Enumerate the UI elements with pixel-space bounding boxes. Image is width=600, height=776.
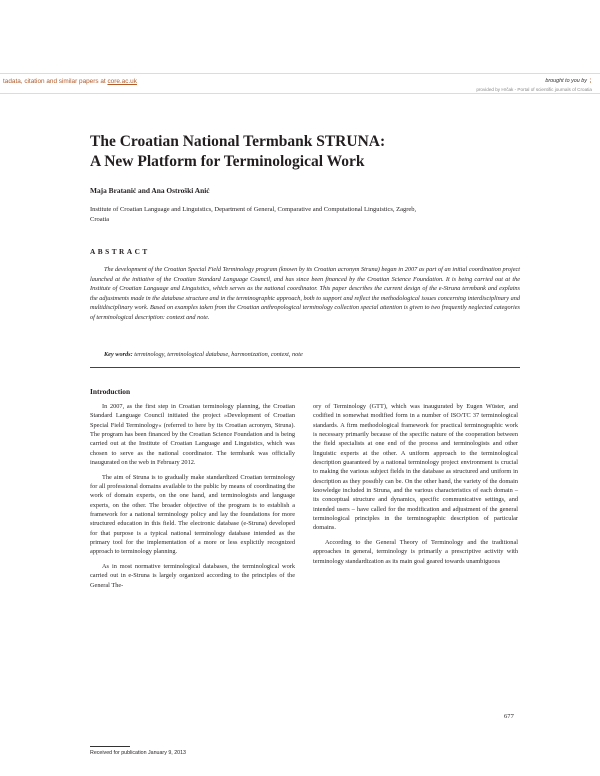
section-heading: Introduction	[90, 387, 131, 396]
title-line-2: A New Platform for Terminological Work	[90, 152, 365, 170]
core-brought-by: brought to you by ⁏	[545, 77, 592, 84]
paragraph: The aim of Struna is to gradually make standardized Croatian terminology for all professional domains available to the public by means of coordinating the work of domain experts, on the one hand, and terminologists and language experts, on the other. The broader objective of the program is to establish a framework for a national terminology policy and lay the foundations for more structured education in this field. The electronic database (e-Struna) developed for that purpose is a typical national terminology database intended as the primary tool for the implementation of a more or less explicitly recognized approach to terminology planning.	[90, 473, 295, 556]
abstract-heading: ABSTRACT	[90, 247, 150, 256]
article-title	[90, 132, 560, 171]
paragraph: In 2007, as the first step in Croatian terminology planning, the Croatian Standard Language Council initiated the project »Development of Croatian Special Field Terminology« (referred to here by its Croatian acronym, Struna). The program has been financed by the Croatian Science Foundation and is being carried out at the Institute of Croatian Language and Linguistics, which was chosen to serve as the national coordinator. The termbank was officially inaugurated on the web in February 2012.	[90, 403, 295, 466]
core-link[interactable]: core.ac.uk	[107, 78, 137, 85]
page-number: 677	[504, 713, 514, 720]
banner-bottom-rule	[0, 93, 600, 94]
footnote: Received for publication January 9, 2013	[90, 750, 186, 756]
paragraph: According to the General Theory of Terminology and the traditional approaches in general, terminology is primarily a prescriptive activity with terminology standardization as its main goal geared towards unambiguous	[313, 538, 518, 565]
core-logo-icon: ⁏	[589, 77, 592, 84]
keywords-list: terminology, terminological database, harmonization, context, note	[132, 351, 303, 358]
paragraph: As in most normative terminological databases, the terminological work carried out in e-Struna is largely organized according to the principles of the General The-	[90, 562, 295, 589]
right-column	[313, 402, 518, 571]
footnote-rule	[90, 746, 130, 747]
core-provider-text: provided by Hrčak - Portal of scientific journals of Croatia	[476, 87, 592, 92]
core-banner	[0, 73, 600, 95]
keywords-label: Key words:	[104, 351, 133, 358]
banner-top-rule	[0, 73, 600, 74]
title-line-1: The Croatian National Termbank STRUNA:	[90, 133, 386, 150]
core-citation-text: tadata, citation and similar papers at core.ac.uk	[3, 78, 137, 85]
abstract-divider	[90, 367, 520, 368]
affiliation: Institute of Croatian Language and Linguistics, Department of General, Comparative and Computational Linguistics, Zagreb, Croatia	[90, 206, 417, 223]
left-column	[90, 402, 295, 595]
keywords	[104, 351, 524, 358]
abstract-text: The development of the Croatian Special Field Terminology program (known by its Croatian acronym Struna) began in 2007 as part of an initial coordination project launched at the initiative of the Croatian Standard Language Council, and has since been financed by the Croatian Science Foundation. It is being carried out at the Institute of Croatian Language and Linguistics, which serves as the national coordinator. This paper describes the current design of the e-Struna termbank and explains the adjustments made in the database structure and in the terminographic approach, both to support and reflect the methodological issues concerning interdisciplinary and multidisciplinary work. Based on examples taken from the Croatian anthropological terminology collection special attention is given to two frequently neglected categories of terminological description: context and note.	[90, 266, 520, 321]
authors: Maja Bratanić and Ana Ostroški Anić	[90, 186, 210, 195]
paragraph: ory of Terminology (GTT), which was inaugurated by Eugen Wüster, and codified in somewhat modified form in a number of ISO/TC 37 terminological standards. A firm methodological framework for practical terminographic work is necessary primarily because of the specific nature of the cooperation between the field specialists at one end of the process and terminologists and other linguistic experts at the other. A uniform approach to the terminological description guaranteed by a national terminology project environment is crucial to making the various subject fields in the database as structured and uniform in description as they possibly can be. On the other hand, the variety of the domain knowledge included in Struna, and the various characteristics of each domain – its conceptual structure and dynamics, specific communicative settings, and intended users – have called for the modification and adjustment of the general terminological principles in the terminographic description of particular domains.	[313, 403, 518, 532]
